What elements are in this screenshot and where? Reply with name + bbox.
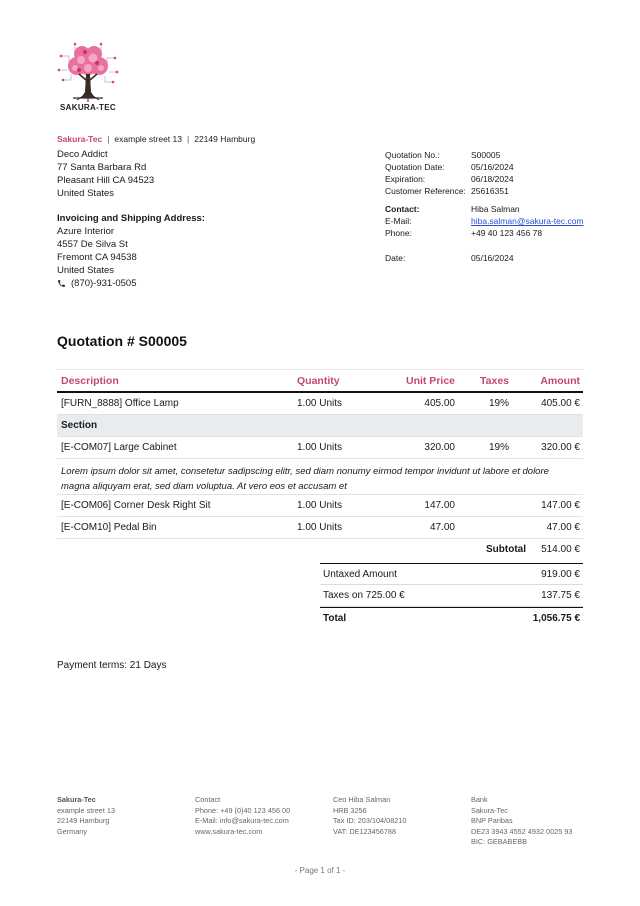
shipping-city: Fremont CA 94538 (57, 252, 137, 263)
contact-meta (385, 203, 584, 239)
cell-unit-price: 405.00 (424, 398, 455, 409)
shipping-street: 4557 De Silva St (57, 239, 128, 250)
table-row (57, 393, 583, 415)
total-label: Total (323, 613, 347, 624)
customer-city: Pleasant Hill CA 94523 (57, 175, 155, 186)
meta-value: 05/16/2024 (471, 253, 514, 263)
footer-company-city: 22149 Hamburg (57, 816, 110, 825)
meta-row-phone (385, 227, 584, 239)
footer-contact-web: www.sakura-tec.com (195, 826, 263, 836)
footer-bank-name: Sakura-Tec (471, 805, 508, 815)
footer-company-name: Sakura-Tec (57, 795, 96, 804)
meta-value: +49 40 123 456 78 (471, 228, 543, 238)
meta-value: S00005 (471, 150, 501, 160)
meta-row-email (385, 215, 584, 227)
sender-address-line (57, 134, 255, 144)
cell-quantity: 1.00 Units (297, 522, 343, 533)
footer-legal-ceo: Ceo Hiba Salman (333, 795, 391, 804)
meta-row-expiration (385, 173, 514, 185)
taxes-label: Taxes on 725.00 € (323, 590, 405, 601)
sender-street: example street 13 (114, 134, 182, 144)
footer-bank (471, 795, 609, 848)
customer-address (57, 148, 154, 200)
total-row (320, 607, 583, 629)
table-row (57, 437, 583, 459)
quotation-lines-table (57, 369, 583, 539)
footer-company-street: example street 13 (57, 805, 116, 815)
footer-legal-hrb: HRB 3256 (333, 805, 367, 815)
section-row (57, 415, 583, 437)
footer-bank-bic: BIC: GEBABEBB (471, 837, 527, 846)
shipping-address (57, 212, 205, 290)
shipping-phone: (870)-931-0505 (71, 278, 137, 289)
footer-company-country: Germany (57, 826, 88, 836)
payment-terms: Payment terms: 21 Days (57, 660, 167, 671)
meta-value: 05/16/2024 (471, 162, 514, 172)
shipping-phone-row (57, 277, 205, 290)
subtotal-row (57, 538, 583, 560)
shipping-country: United States (57, 265, 115, 276)
untaxed-value: 919.00 € (541, 568, 580, 580)
footer-legal-vat: VAT: DE123456788 (333, 826, 397, 836)
date-meta (385, 252, 514, 264)
meta-value: 06/18/2024 (471, 174, 514, 184)
phone-icon (57, 279, 66, 288)
customer-street: 77 Santa Barbara Rd (57, 162, 147, 173)
footer-contact-heading: Contact (195, 795, 221, 804)
meta-label: Date: (385, 253, 406, 263)
meta-label: Quotation No.: (385, 150, 440, 160)
page-title: Quotation # S00005 (57, 333, 187, 349)
logo-brand-text: SAKURA-TEC (60, 103, 116, 112)
totals-table (320, 563, 583, 629)
meta-row-customer-ref (385, 185, 514, 197)
cell-taxes: 19% (488, 442, 509, 453)
cell-amount: 405.00 € (541, 398, 580, 409)
cell-quantity: 1.00 Units (297, 442, 343, 453)
note-row (57, 459, 583, 495)
header-quantity: Quantity (297, 374, 340, 387)
meta-label: Quotation Date: (385, 162, 445, 172)
quotation-meta (385, 149, 514, 197)
customer-name: Deco Addict (57, 149, 108, 160)
meta-label: Expiration: (385, 174, 426, 184)
table-header (57, 369, 583, 393)
subtotal-label: Subtotal (486, 543, 526, 555)
footer-contact (195, 795, 333, 848)
cell-quantity: 1.00 Units (297, 398, 343, 409)
untaxed-row (320, 563, 583, 585)
footer-legal-tax-id: Tax ID: 203/104/08210 (333, 816, 407, 825)
taxes-row (320, 585, 583, 607)
table-row (57, 517, 583, 539)
meta-row-quotation-no (385, 149, 514, 161)
subtotal-value: 514.00 € (541, 543, 580, 555)
meta-row-quotation-date (385, 161, 514, 173)
cell-unit-price: 147.00 (424, 500, 455, 511)
cell-quantity: 1.00 Units (297, 500, 343, 511)
cell-unit-price: 47.00 (429, 522, 455, 533)
note-text: Lorem ipsum dolor sit amet, consetetur sadipscing elitr, sed diam nonumy eirmod tempor invidunt ut labore et dolore magna aliquyam erat, sed diam voluptua. At vero eos et accusam et (61, 466, 549, 492)
header-description: Description (61, 374, 119, 387)
cell-description: [E-COM07] Large Cabinet (61, 442, 177, 453)
meta-label: Customer Reference: (385, 186, 466, 196)
header-amount: Amount (540, 374, 580, 387)
footer-contact-email: E-Mail: info@sakura-tec.com (195, 816, 289, 825)
cell-amount: 47.00 € (546, 522, 580, 533)
customer-country: United States (57, 188, 115, 199)
sakura-tree-logo-icon (55, 36, 121, 104)
shipping-heading: Invoicing and Shipping Address: (57, 213, 205, 224)
meta-value: Hiba Salman (471, 204, 520, 214)
section-label: Section (61, 420, 98, 431)
page-number: - Page 1 of 1 - (294, 866, 346, 875)
cell-amount: 147.00 € (541, 500, 580, 511)
header-unit-price: Unit Price (405, 374, 455, 387)
cell-description: [FURN_8888] Office Lamp (61, 398, 179, 409)
email-link[interactable]: hiba.salman@sakura-tec.com (471, 216, 584, 226)
cell-unit-price: 320.00 (424, 442, 455, 453)
meta-row-date (385, 252, 514, 264)
footer-contact-phone: Phone: +49 (0)40 123 456 00 (195, 805, 291, 815)
footer-bank-iban: DE23 3943 4552 4932 0025 93 (471, 826, 573, 836)
footer-company (57, 795, 195, 848)
taxes-value: 137.75 € (541, 590, 580, 601)
meta-label: E-Mail: (385, 216, 412, 226)
meta-label: Contact: (385, 204, 420, 214)
page-footer (57, 795, 609, 848)
total-value: 1,056.75 € (532, 613, 580, 624)
footer-bank-heading: Bank (471, 795, 488, 804)
separator: | (107, 134, 110, 144)
cell-description: [E-COM06] Corner Desk Right Sit (61, 500, 211, 511)
untaxed-label: Untaxed Amount (323, 568, 397, 580)
meta-row-contact (385, 203, 584, 215)
cell-amount: 320.00 € (541, 442, 580, 453)
separator: | (187, 134, 190, 144)
sender-company: Sakura-Tec (57, 134, 103, 144)
header-taxes: Taxes (480, 374, 509, 387)
footer-bank-bank: BNP Paribas (471, 816, 513, 825)
meta-label: Phone: (385, 228, 412, 238)
cell-taxes: 19% (488, 398, 509, 409)
table-row (57, 495, 583, 517)
shipping-name: Azure Interior (57, 226, 115, 237)
footer-legal (333, 795, 471, 848)
cell-description: [E-COM10] Pedal Bin (61, 522, 157, 533)
meta-value: 25616351 (471, 186, 509, 196)
sender-city: 22149 Hamburg (194, 134, 256, 144)
